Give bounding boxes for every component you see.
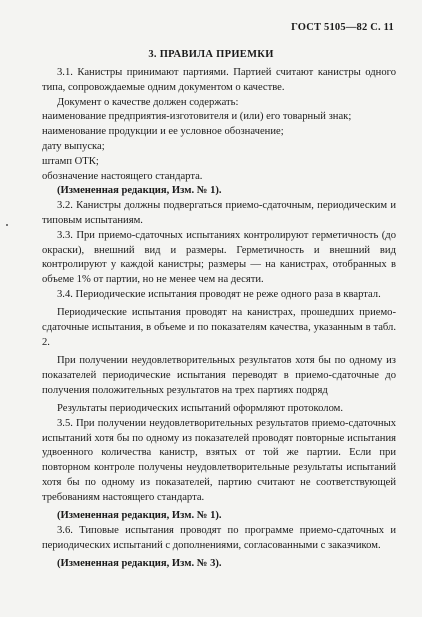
paragraph-3-2: 3.2. Канистры должны подвергаться приемо-сдаточным, периодическим и типовым испытаниям. [42, 200, 396, 226]
paragraph-3-6: 3.6. Типовые испытания проводят по программе приемо-сдаточных и периодических испытаний с дополнениями, согласованными с заказчиком. [42, 524, 396, 551]
list-item-product-name: наименование продукции и ее условное обозначение; [42, 126, 284, 138]
list-item-otk-stamp: штамп ОТК; [42, 155, 99, 167]
paragraph-periodic: Периодические испытания проводят на канистрах, прошедших приемо-сдаточные испытания, в объеме и по показателям качества, указанным в табл. 2. [42, 307, 396, 348]
page-header: ГОСТ 5105—82 С. 11 [291, 22, 394, 33]
amendment-note-1: (Измененная редакция, Изм. № 1). [57, 185, 222, 197]
body-text [42, 66, 396, 572]
paragraph-3-1: 3.1. Канистры принимают партиями. Партией считают канистры одного типа, сопровождаемые одним документом о качестве. [42, 67, 396, 93]
paragraph-3-5: 3.5. При получении неудовлетворительных результатов приемо-сдаточных испытаний хотя бы по одному из показателей проводят повторные испытания удвоенного количества канистр, взятых от той же партии. Если при повторном контроле получены неудовлетворительные результаты испытаний хотя бы по одному из показателей, партию считают не соответствующей требованиям настоящего стандарта. [42, 417, 396, 503]
paragraph-3-3: 3.3. При приемо-сдаточных испытаниях контролируют герметичность (до окраски), внешний вид и размеры. Герметичность и внешний вид контролируют у каждой канистры; размеры — на канистрах, отобранных в объеме 1% от партии, но не менее чем на десяти. [42, 229, 396, 286]
paragraph-3-4: 3.4. Периодические испытания проводят не реже одного раза в квартал. [57, 288, 381, 300]
amendment-note-2: (Измененная редакция, Изм. № 1). [57, 510, 222, 522]
margin-mark [6, 224, 8, 226]
list-item-manufacturer: наименование предприятия-изготовителя и (или) его товарный знак; [42, 111, 352, 123]
paragraph-unsatisfactory: При получении неудовлетворительных результатов хотя бы по одному из показателей периодические испытания переводят в приемо-сдаточные до получения положительных результатов на трех партиях подряд [42, 355, 396, 396]
section-title: 3. ПРАВИЛА ПРИЕМКИ [148, 49, 274, 60]
paragraph-protocol: Результаты периодических испытаний оформляют протоколом. [57, 403, 344, 415]
paragraph-doc-contents: Документ о качестве должен содержать: [57, 96, 239, 108]
list-item-release-date: дату выпуска; [42, 140, 105, 152]
list-item-standard: обозначение настоящего стандарта. [42, 170, 203, 182]
amendment-note-3: (Измененная редакция, Изм. № 3). [57, 558, 222, 569]
